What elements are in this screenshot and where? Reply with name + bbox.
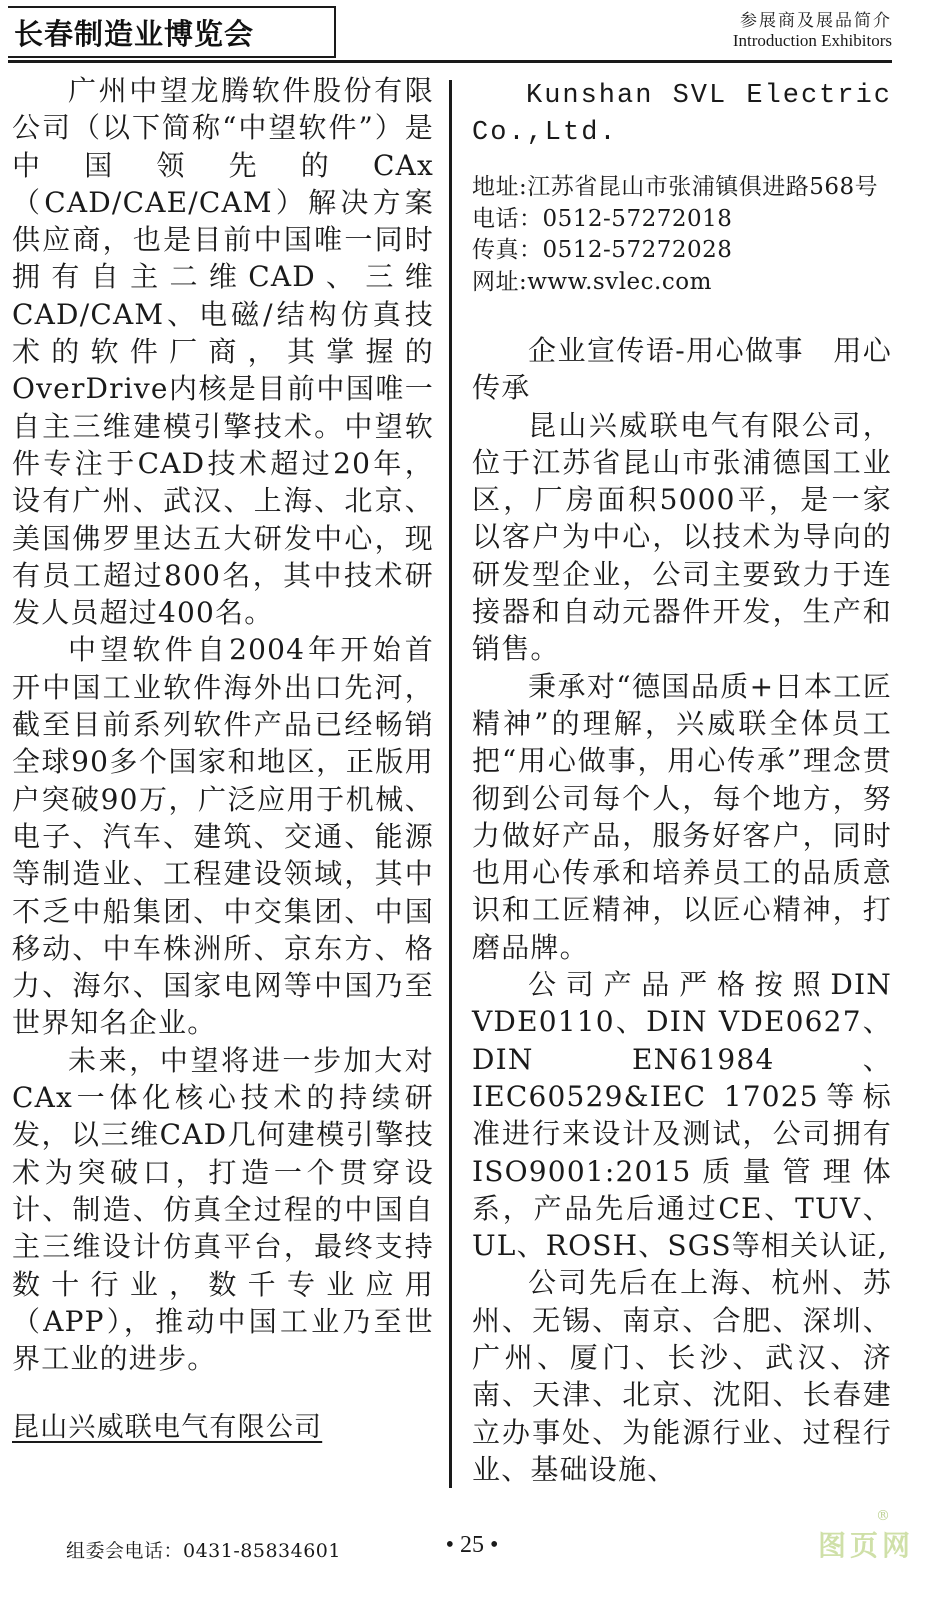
contact-fax: 传真：0512-57272028 [472, 237, 733, 263]
masthead-title: 长春制造业博览会 [14, 16, 255, 51]
masthead-box [8, 6, 336, 58]
zwsoft-paragraph-2: 中望软件自2004年开始首开中国工业软件海外出口先河，截至目前系列软件产品已经畅销全球90多个国家和地区，正版用户突破90万，广泛应用于机械、电子、汽车、建筑、交通、能源等制造业、工程建设领域，其中不乏中船集团、中交集团、中国移动、中车株洲所、京东方、格力、海尔、国家电网等中国乃至世界知名企业。 [12, 633, 434, 1040]
company-slogan: 企业宣传语-用心做事 用心传承 [472, 334, 892, 405]
svl-paragraph-1: 昆山兴威联电气有限公司，位于江苏省昆山市张浦德国工业区，厂房面积5000平，是一家以客户为中心，以技术为导向的研发型企业，公司主要致力于连接器和自动元器件开发，生产和销售。 [472, 408, 892, 666]
contact-website: 网址:www.svlec.com [472, 268, 712, 295]
header-rule [8, 60, 892, 63]
company-english-name: Kunshan SVL Electric Co.,Ltd. [472, 81, 892, 148]
footer-phone: 组委会电话：0431-85834601 [66, 1540, 341, 1562]
contact-phone: 电话：0512-57272018 [472, 205, 733, 232]
contact-block [472, 172, 892, 298]
zwsoft-paragraph-1: 广州中望龙腾软件股份有限公司（以下简称“中望软件”）是中国领先的CAx（CAD/CAE/CAM）解决方案供应商，也是目前中国唯一同时拥有自主二维CAD、三维CAD/CAM、电磁/结构仿真技术的软件厂商，其掌握的OverDrive内核是目前中国唯一自主三维建模引擎技术。中望软件专注于CAD技术超过20年，设有广州、武汉、上海、北京、美国佛罗里达五大研发中心，现有员工超过800名，其中技术研发人员超过400名。 [12, 74, 434, 630]
watermark-logo: 图页网 [817, 1529, 914, 1562]
watermark-registered-mark: ® [876, 1508, 890, 1524]
section-title-en: Introduction Exhibitors [732, 31, 892, 50]
left-column [12, 72, 434, 1447]
svl-paragraph-2: 秉承对“德国品质+日本工匠精神”的理解，兴威联全体员工把“用心做事，用心传承”理念贯彻到公司每个人，每个地方，努力做好产品，服务好客户，同时也用心传承和培养员工的品质意识和工匠精神，以匠心精神，打磨品牌。 [472, 669, 892, 964]
page-number: • 25 • [445, 1532, 499, 1558]
zwsoft-paragraph-3: 未来，中望将进一步加大对CAx一体化核心技术的持续研发，以三维CAD几何建模引擎技术为突破口，打造一个贯穿设计、制造、仿真全过程的中国自主三维设计仿真平台，最终支持数十行业，数千专业应用（APP），推动中国工业乃至世界工业的进步。 [12, 1043, 434, 1376]
svl-paragraph-3: 公司产品严格按照DIN VDE0110、DIN VDE0627、DIN EN61984、IEC60529&IEC 17025等标准进行来设计及测试，公司拥有ISO9001:2015质量管理体系，产品先后通过CE、TUV、UL、ROSH、SGS等相关认证, [472, 968, 892, 1263]
section-title-cn: 参展商及展品简介 [740, 11, 892, 31]
contact-address: 地址:江苏省昆山市张浦镇俱进路568号 [472, 174, 879, 200]
right-column [472, 72, 892, 1488]
page-header [0, 0, 944, 70]
column-divider [449, 80, 452, 1488]
svl-paragraph-4: 公司先后在上海、杭州、苏州、无锡、南京、合肥、深圳、广州、厦门、长沙、武汉、济南、天津、北京、沈阳、长春建立办事处、为能源行业、过程行业、基础设施、 [472, 1266, 892, 1486]
company-heading: 昆山兴威联电气有限公司 [12, 1412, 323, 1444]
